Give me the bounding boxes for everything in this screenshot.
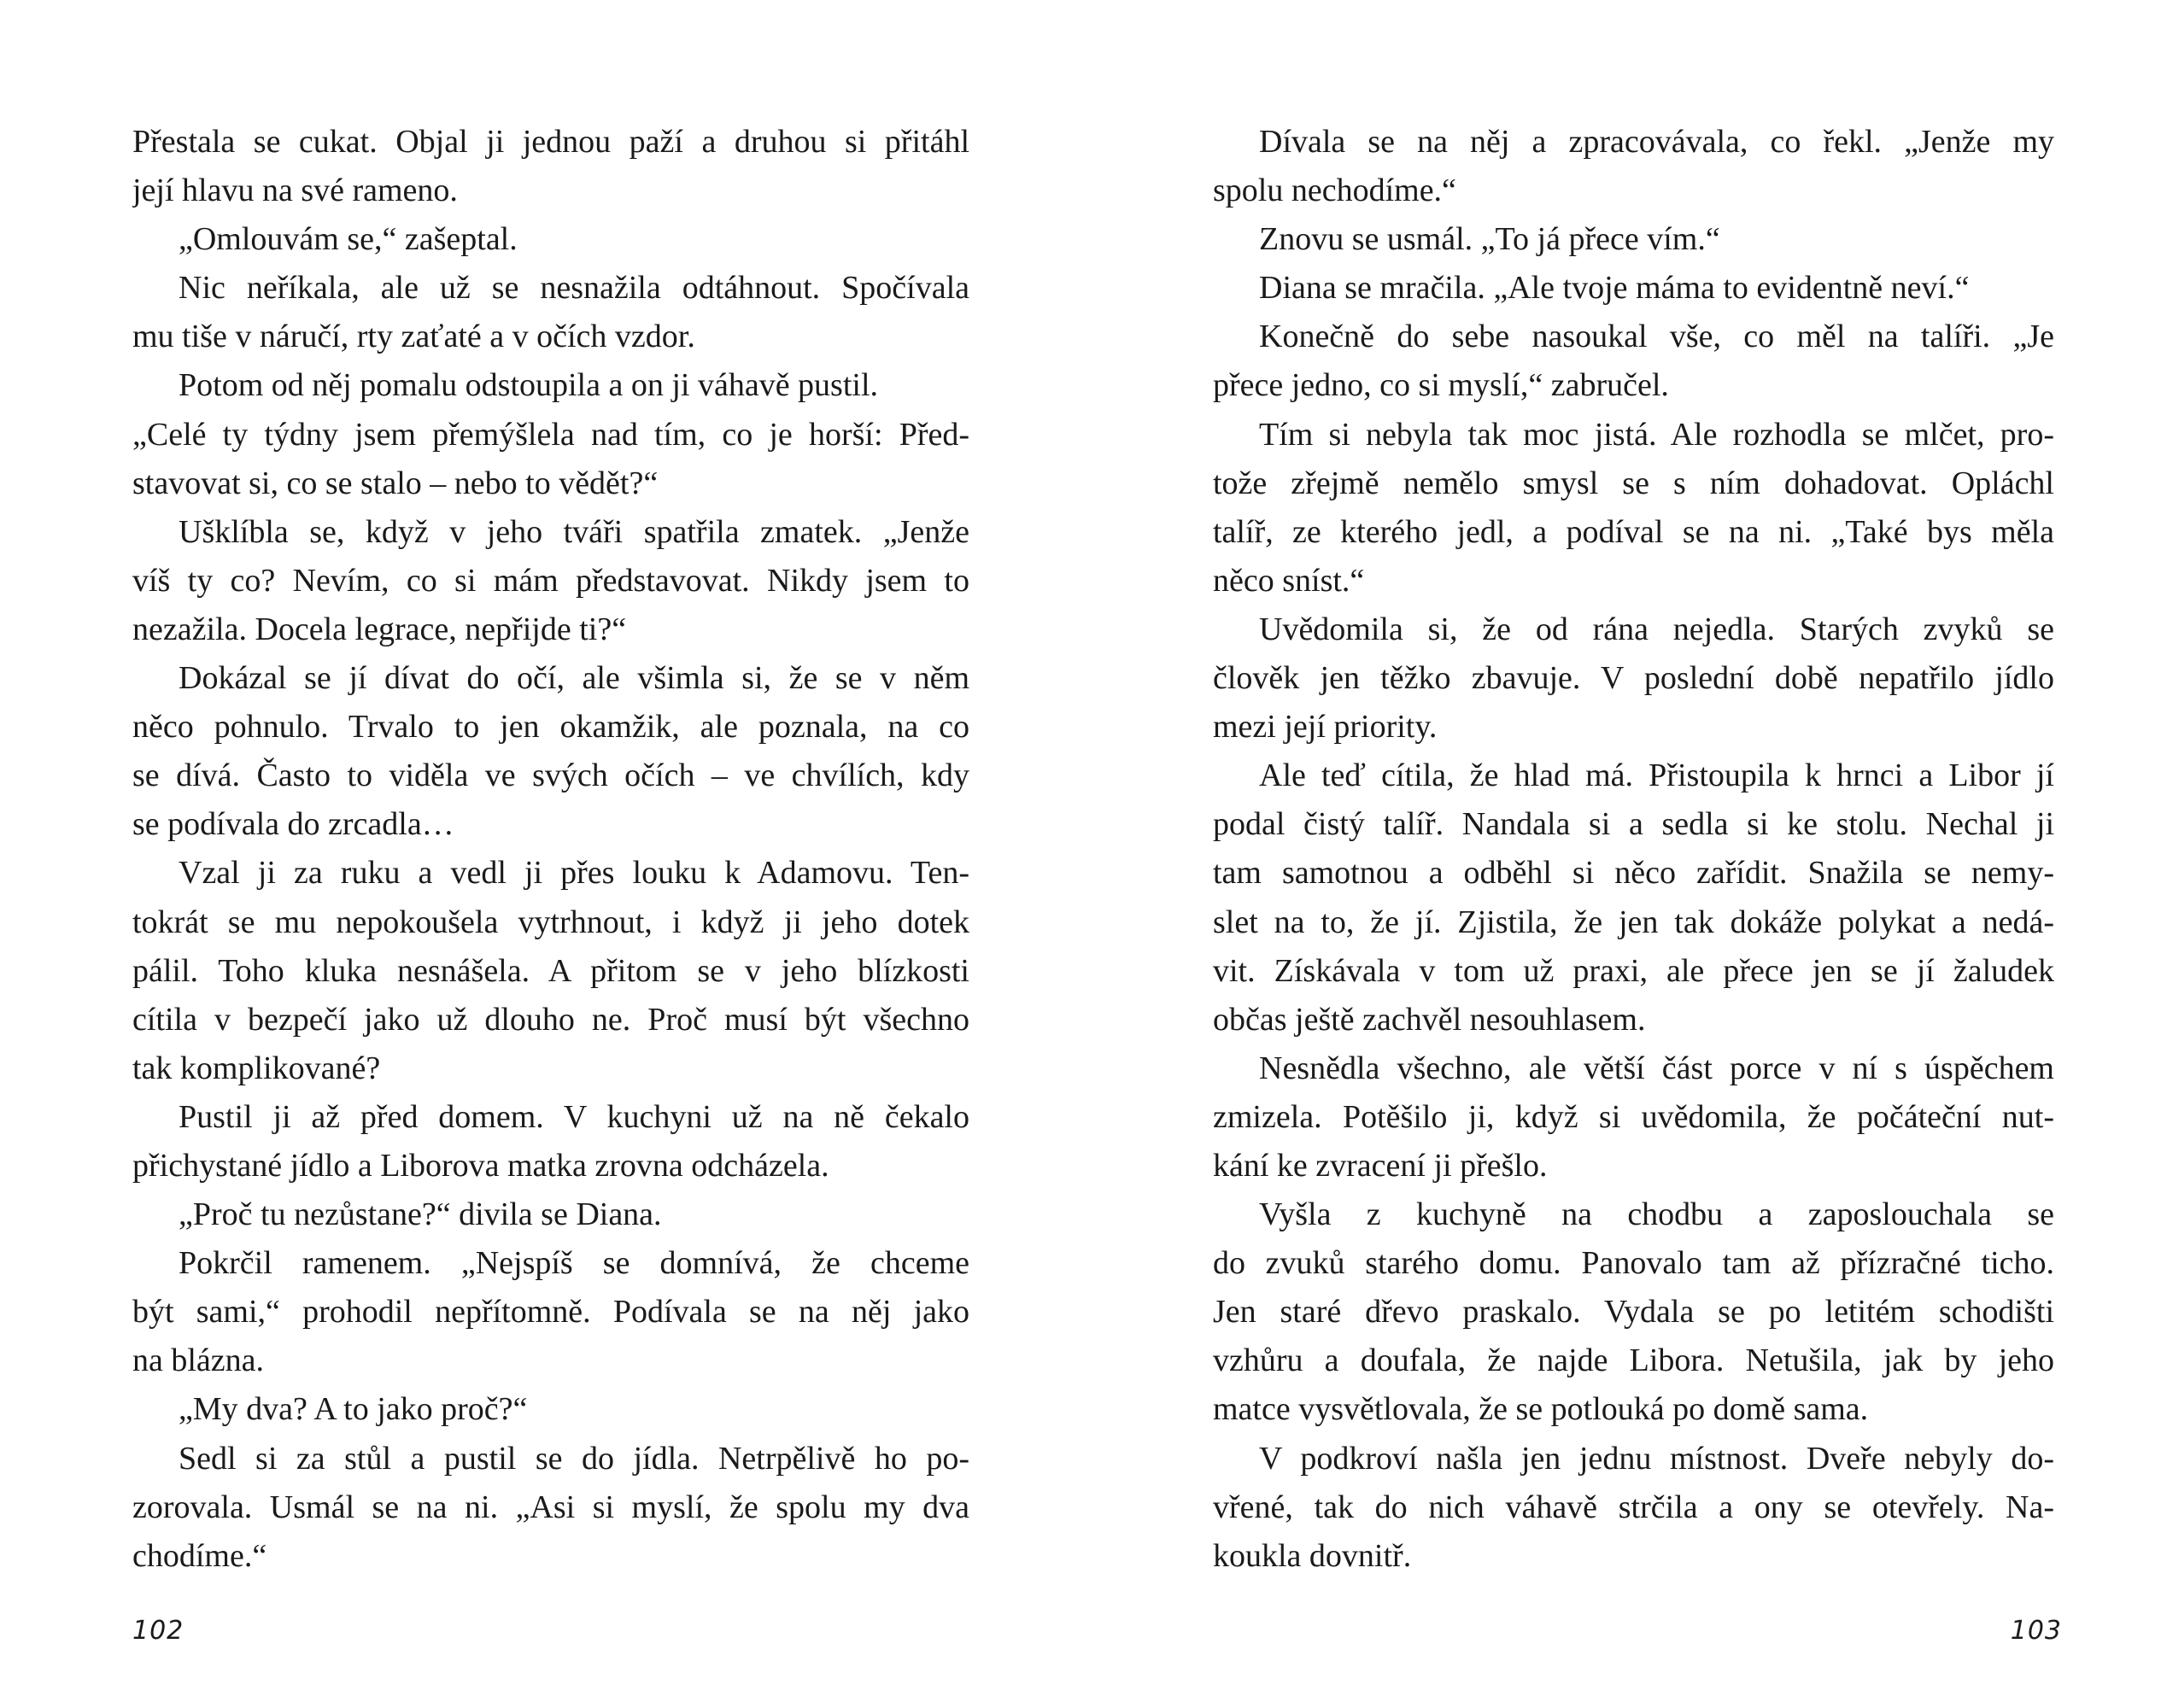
text-line: Jen staré dřevo praskalo. Vydala se po letitém schodišti	[1213, 1294, 2054, 1331]
text-line: Vyšla z kuchyně na chodbu a zaposlouchala se	[1259, 1196, 2054, 1233]
text-line: Znovu se usmál. „To já přece vím.“	[1259, 221, 1720, 258]
text-line: „Celé ty týdny jsem přemýšlela nad tím, co je horší: Před-	[132, 416, 969, 453]
text-line: tokrát se mu nepokoušela vytrhnout, i když ji jeho dotek	[132, 904, 969, 940]
text-line: mu tiše v náručí, rty zaťaté a v očích vzdor.	[132, 319, 695, 355]
text-line: na blázna.	[132, 1342, 265, 1379]
text-line: nezažila. Docela legrace, nepřijde ti?“	[132, 611, 627, 647]
text-line: Přestala se cukat. Objal ji jednou paží a druhou si přitáhl	[132, 124, 969, 160]
text-line: kání ke zvracení ji přešlo.	[1213, 1147, 1548, 1184]
text-line: do zvuků starého domu. Panovalo tam až přízračné ticho.	[1213, 1245, 2054, 1282]
text-line: tože zřejmě nemělo smysl se s ním dohadovat. Opláchl	[1213, 465, 2054, 501]
text-line: něco sníst.“	[1213, 562, 1365, 599]
text-line: Uvědomila si, že od rána nejedla. Starých zvyků se	[1259, 611, 2054, 647]
text-line: „Proč tu nezůstane?“ divila se Diana.	[179, 1196, 662, 1233]
text-line: vit. Získávala v tom už praxi, ale přece jen se jí žaludek	[1213, 952, 2054, 989]
text-line: V podkroví našla jen jednu místnost. Dveře nebyly do-	[1259, 1440, 2054, 1477]
text-line: její hlavu na své rameno.	[132, 173, 458, 209]
text-line: Sedl si za stůl a pustil se do jídla. Netrpělivě ho po-	[179, 1440, 969, 1477]
text-line: Dívala se na něj a zpracovávala, co řekl. „Jenže my	[1259, 124, 2054, 160]
text-line: zorovala. Usmál se na ni. „Asi si myslí, že spolu my dva	[132, 1489, 969, 1525]
page-number-right: 103	[2010, 1616, 2062, 1646]
text-line: Ale teď cítila, že hlad má. Přistoupila k hrnci a Libor jí	[1259, 757, 2054, 794]
text-line: slet na to, že jí. Zjistila, že jen tak dokáže polykat a nedá-	[1213, 904, 2054, 940]
text-line: Konečně do sebe nasoukal vše, co měl na talíři. „Je	[1259, 319, 2054, 355]
text-line: podal čistý talíř. Nandala si a sedla si ke stolu. Nechal ji	[1213, 806, 2054, 843]
text-line: něco pohnulo. Trvalo to jen okamžik, ale poznala, na co	[132, 709, 969, 746]
text-line: mezi její priority.	[1213, 709, 1438, 746]
text-line: Nic neříkala, ale už se nesnažila odtáhnout. Spočívala	[179, 270, 969, 307]
text-line: tak komplikované?	[132, 1050, 381, 1086]
text-line: vřené, tak do nich váhavě strčila a ony se otevřely. Na-	[1213, 1489, 2054, 1525]
text-line: občas ještě zachvěl nesouhlasem.	[1213, 1001, 1646, 1038]
text-line: „My dva? A to jako proč?“	[179, 1391, 528, 1428]
text-line: cítila v bezpečí jako už dlouho ne. Proč musí být všechno	[132, 1001, 969, 1038]
text-line: Dokázal se jí dívat do očí, ale všimla si, že se v něm	[179, 660, 969, 697]
text-line: přece jedno, co si myslí,“ zabručel.	[1213, 367, 1669, 404]
text-line: Nesnědla všechno, ale větší část porce v ní s úspěchem	[1259, 1050, 2054, 1086]
text-line: koukla dovnitř.	[1213, 1537, 1412, 1574]
text-line: spolu nechodíme.“	[1213, 173, 1456, 209]
text-line: zmizela. Potěšilo ji, když si uvědomila, že počáteční nut-	[1213, 1098, 2054, 1135]
text-line: chodíme.“	[132, 1537, 267, 1574]
left-page-text-block	[132, 118, 969, 1581]
left-page	[0, 0, 1080, 1708]
text-line: víš ty co? Nevím, co si mám představovat. Nikdy jsem to	[132, 562, 969, 599]
text-line: se podívala do zrcadla…	[132, 806, 454, 843]
text-line: Diana se mračila. „Ale tvoje máma to evidentně neví.“	[1259, 270, 1970, 307]
text-line: Vzal ji za ruku a vedl ji přes louku k Adamovu. Ten-	[179, 855, 969, 892]
text-line: Ušklíbla se, když v jeho tváři spatřila zmatek. „Jenže	[179, 513, 969, 550]
text-line: matce vysvětlovala, že se potlouká po domě sama.	[1213, 1391, 1869, 1428]
text-line: být sami,“ prohodil nepřítomně. Podívala se na něj jako	[132, 1294, 969, 1331]
page-number-left: 102	[132, 1616, 184, 1646]
right-page	[1080, 0, 2161, 1708]
text-line: přichystané jídlo a Liborova matka zrovna odcházela.	[132, 1147, 829, 1184]
text-line: tam samotnou a odběhl si něco zařídit. Snažila se nemy-	[1213, 855, 2054, 892]
text-line: „Omlouvám se,“ zašeptal.	[179, 221, 518, 258]
text-line: pálil. Toho kluka nesnášela. A přitom se v jeho blízkosti	[132, 952, 969, 989]
text-line: talíř, ze kterého jedl, a podíval se na ni. „Také bys měla	[1213, 513, 2054, 550]
text-line: Pustil ji až před domem. V kuchyni už na ně čekalo	[179, 1098, 969, 1135]
text-line: Tím si nebyla tak moc jistá. Ale rozhodla se mlčet, pro-	[1259, 416, 2054, 453]
text-line: se dívá. Často to viděla ve svých očích – ve chvílích, kdy	[132, 757, 969, 794]
text-line: člověk jen těžko zbavuje. V poslední době nepatřilo jídlo	[1213, 660, 2054, 697]
right-page-text-block	[1213, 118, 2054, 1581]
text-line: Pokrčil ramenem. „Nejspíš se domnívá, že chceme	[179, 1245, 969, 1282]
text-line: stavovat si, co se stalo – nebo to vědět?“	[132, 465, 659, 501]
text-line: Potom od něj pomalu odstoupila a on ji váhavě pustil.	[179, 367, 879, 404]
text-line: vzhůru a doufala, že najde Libora. Netušila, jak by jeho	[1213, 1342, 2054, 1379]
